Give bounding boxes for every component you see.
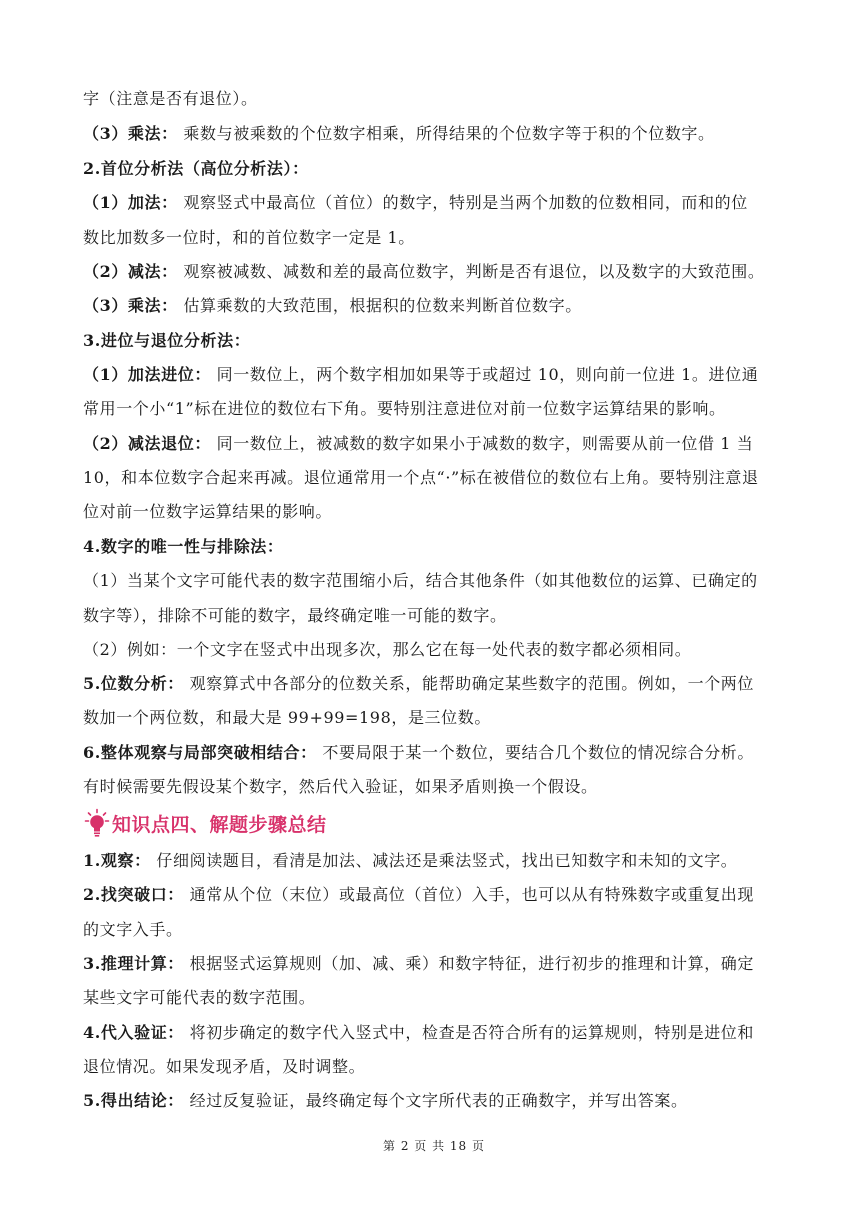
- section-heading: [84, 808, 327, 838]
- text-line: [83, 988, 793, 1008]
- line-term: 4.数字的唯一性与排除法：: [83, 537, 284, 556]
- line-term: （2）减法：: [83, 262, 178, 281]
- line-term: 5.位数分析：: [83, 674, 184, 693]
- line-text: 常用一个小“1”标在进位的数位右下角。要特别注意进位对前一位数字运算结果的影响。: [83, 399, 726, 418]
- line-text: 观察竖式中最高位（首位）的数字，特别是当两个加数的位数相同，而和的位: [177, 193, 748, 212]
- line-term: （2）减法退位：: [83, 434, 211, 453]
- line-text: 数比加数多一位时，和的首位数字一定是 1。: [83, 228, 415, 247]
- line-term: 4.代入验证：: [83, 1023, 184, 1042]
- line-text: 经过反复验证，最终确定每个文字所代表的正确数字，并写出答案。: [183, 1091, 688, 1110]
- text-line: [83, 159, 793, 179]
- line-term: 3.推理计算：: [83, 954, 184, 973]
- line-text: 有时候需要先假设某个数字，然后代入验证，如果矛盾则换一个假设。: [83, 777, 598, 796]
- text-line: [83, 89, 793, 109]
- section-heading-text: 知识点四、解题步骤总结: [112, 813, 327, 836]
- line-text: 数加一个两位数，和最大是 99+99=198，是三位数。: [83, 708, 491, 727]
- text-line: [83, 920, 793, 940]
- line-text: 某些文字可能代表的数字范围。: [83, 988, 316, 1007]
- text-line: [83, 434, 793, 454]
- line-text: 的文字入手。: [83, 920, 183, 939]
- line-term: （3）乘法：: [83, 296, 178, 315]
- text-line: [83, 296, 793, 316]
- text-line: [83, 331, 793, 351]
- line-text: 同一数位上，两个数字相加如果等于或超过 10，则向前一位进 1。进位通: [210, 365, 759, 384]
- line-text: 将初步确定的数字代入竖式中，检查是否符合所有的运算规则，特别是进位和: [183, 1023, 754, 1042]
- line-term: 2.找突破口：: [83, 885, 184, 904]
- text-line: [83, 954, 793, 974]
- line-text: 通常从个位（末位）或最高位（首位）入手，也可以从有特殊数字或重复出现: [183, 885, 754, 904]
- text-line: [83, 674, 793, 694]
- line-term: （1）加法：: [83, 193, 178, 212]
- line-term: 5.得出结论：: [83, 1091, 184, 1110]
- line-text: 根据竖式运算规则（加、减、乘）和数字特征，进行初步的推理和计算，确定: [183, 954, 754, 973]
- text-line: [83, 1091, 793, 1111]
- line-text: 退位情况。如果发现矛盾，及时调整。: [83, 1057, 366, 1076]
- text-line: [83, 885, 793, 905]
- text-line: [83, 571, 793, 591]
- lightbulb-icon: [84, 808, 110, 838]
- text-line: [83, 777, 793, 797]
- text-line: [83, 228, 793, 248]
- text-line: [83, 743, 793, 763]
- text-line: [83, 193, 793, 213]
- line-term: （1）加法进位：: [83, 365, 211, 384]
- text-line: [83, 1057, 793, 1077]
- line-term: （3）乘法：: [83, 124, 178, 143]
- line-term: 1.观察：: [83, 851, 151, 870]
- text-line: [83, 365, 793, 385]
- line-text: 数字等），排除不可能的数字，最终确定唯一可能的数字。: [83, 606, 507, 625]
- text-line: [83, 537, 793, 557]
- text-line: [83, 606, 793, 626]
- line-text: 估算乘数的大致范围，根据积的位数来判断首位数字。: [177, 296, 582, 315]
- line-text: 10，和本位数字合起来再减。退位通常用一个点“·”标在被借位的数位右上角。要特别注意退: [83, 468, 759, 487]
- page-footer: 第 2 页 共 18 页: [383, 1139, 485, 1153]
- line-text: （1）当某个文字可能代表的数字范围缩小后，结合其他条件（如其他数位的运算、已确定的: [83, 571, 758, 590]
- line-text: 同一数位上，被减数的数字如果小于减数的数字，则需要从前一位借 1 当: [210, 434, 754, 453]
- line-text: 仔细阅读题目，看清是加法、减法还是乘法竖式，找出已知数字和未知的文字。: [150, 851, 738, 870]
- line-text: （2）例如：一个文字在竖式中出现多次，那么它在每一处代表的数字都必须相同。: [83, 640, 692, 659]
- line-text: 不要局限于某一个数位，要结合几个数位的情况综合分析。: [316, 743, 755, 762]
- text-line: [83, 399, 793, 419]
- text-line: [83, 124, 793, 144]
- text-line: [83, 640, 793, 660]
- line-text: 字（注意是否有退位）。: [83, 89, 258, 108]
- line-text: 乘数与被乘数的个位数字相乘，所得结果的个位数字等于积的个位数字。: [177, 124, 715, 143]
- text-line: [83, 1023, 793, 1043]
- line-text: 观察算式中各部分的位数关系，能帮助确定某些数字的范围。例如，一个两位: [183, 674, 754, 693]
- line-text: 观察被减数、减数和差的最高位数字，判断是否有退位，以及数字的大致范围。: [177, 262, 765, 281]
- line-term: 6.整体观察与局部突破相结合：: [83, 743, 317, 762]
- line-text: 位对前一位数字运算结果的影响。: [83, 502, 333, 521]
- text-line: [83, 851, 793, 871]
- text-line: [83, 468, 793, 488]
- text-line: [83, 502, 793, 522]
- line-term: 3.进位与退位分析法：: [83, 331, 251, 350]
- text-line: [83, 262, 793, 282]
- text-line: [83, 708, 793, 728]
- line-term: 2.首位分析法（高位分析法）：: [83, 159, 309, 178]
